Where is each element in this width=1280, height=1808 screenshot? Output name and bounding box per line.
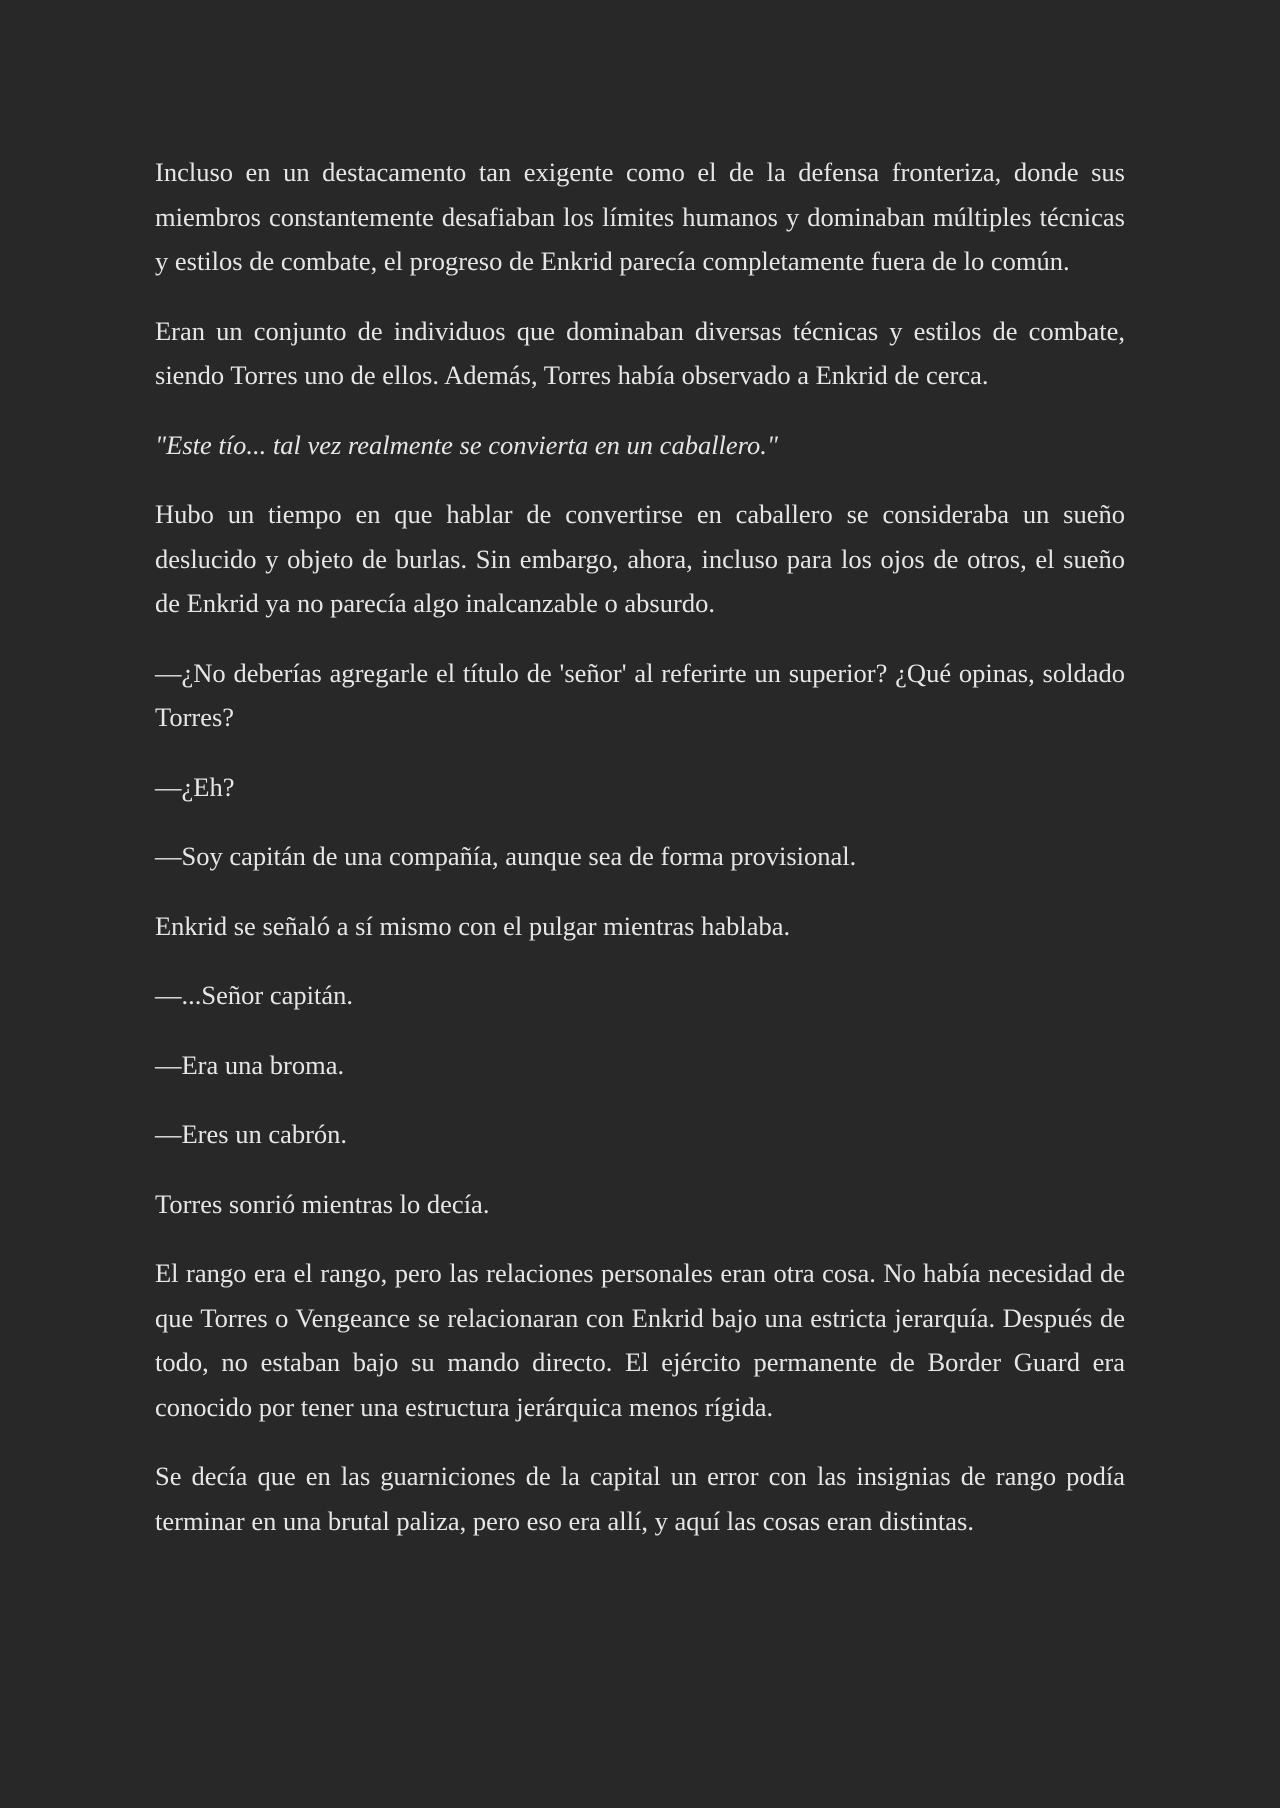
paragraph: Hubo un tiempo en que hablar de convertirse en caballero se consideraba un sueño deslucido y objeto de burlas. Sin embargo, ahora, incluso para los ojos de otros, el sueño de Enkrid ya no parecía algo inalcanzable o absurdo. bbox=[155, 499, 1125, 618]
document-body bbox=[155, 150, 1125, 1543]
paragraph: Se decía que en las guarniciones de la capital un error con las insignias de rango podía terminar en una brutal paliza, pero eso era allí, y aquí las cosas eran distintas. bbox=[155, 1461, 1125, 1536]
dialogue-line: —¿No deberías agregarle el título de 'señor' al referirte un superior? ¿Qué opinas, soldado Torres? bbox=[155, 657, 1125, 732]
dialogue-line: —¿Eh? bbox=[155, 771, 235, 802]
paragraph: Torres sonrió mientras lo decía. bbox=[155, 1188, 490, 1219]
thought-paragraph: "Este tío... tal vez realmente se convierta en un caballero." bbox=[155, 429, 779, 460]
paragraph: Incluso en un destacamento tan exigente como el de la defensa fronteriza, donde sus miembros constantemente desafiaban los límites humanos y dominaban múltiples técnicas y estilos de combate, el progreso de Enkrid parecía completamente fuera de lo común. bbox=[155, 157, 1125, 276]
dialogue-line: —Soy capitán de una compañía, aunque sea de forma provisional. bbox=[155, 841, 857, 871]
dialogue-line: —Era una broma. bbox=[155, 1049, 345, 1080]
dialogue-line: —Eres un cabrón. bbox=[155, 1119, 348, 1149]
paragraph: El rango era el rango, pero las relaciones personales eran otra cosa. No había necesidad de que Torres o Vengeance se relacionaran con Enkrid bajo una estricta jerarquía. Después de todo, no estaban bajo su mando directo. El ejército permanente de Border Guard era conocido por tener una estructura jerárquica menos rígida. bbox=[155, 1258, 1125, 1422]
paragraph: Eran un conjunto de individuos que dominaban diversas técnicas y estilos de combate, siendo Torres uno de ellos. Además, Torres había observado a Enkrid de cerca. bbox=[155, 315, 1125, 390]
paragraph: Enkrid se señaló a sí mismo con el pulgar mientras hablaba. bbox=[155, 910, 791, 941]
dialogue-line: —...Señor capitán. bbox=[155, 980, 353, 1010]
